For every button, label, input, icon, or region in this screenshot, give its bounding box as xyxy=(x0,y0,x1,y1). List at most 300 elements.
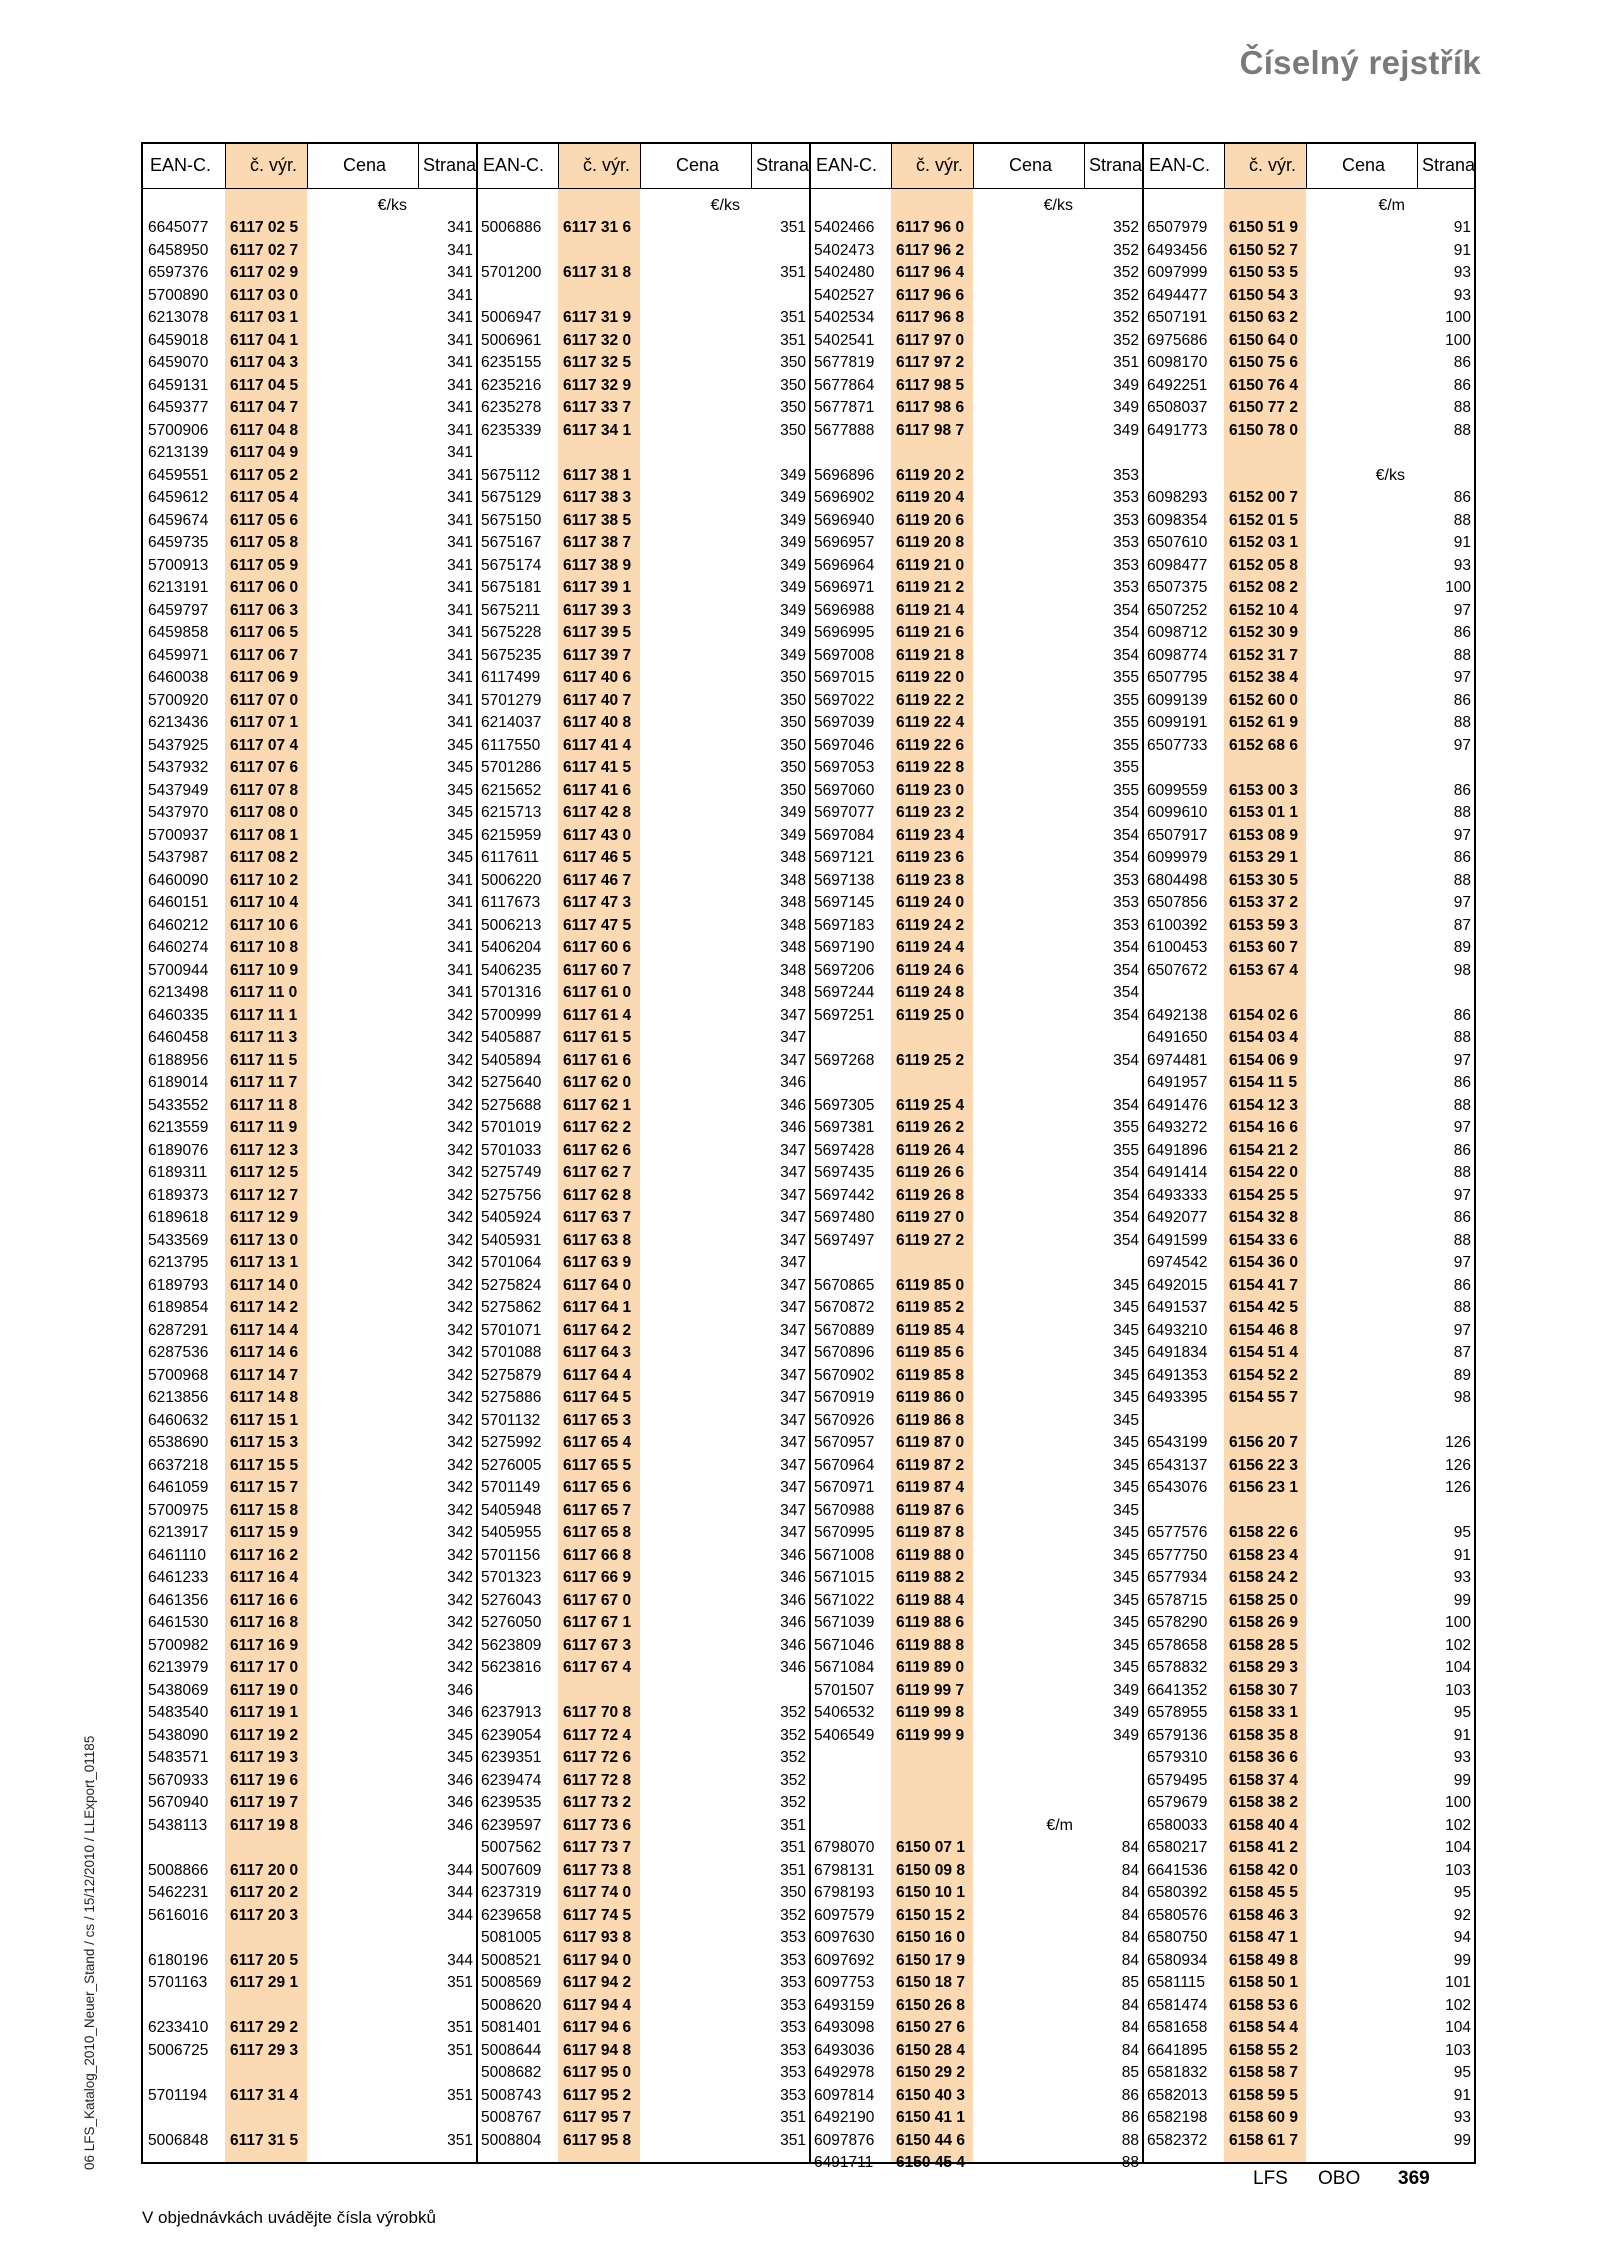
catalog-page: 351 xyxy=(447,2131,473,2149)
article-number: 6117 98 6 xyxy=(896,399,965,416)
article-number: 6119 24 2 xyxy=(896,916,965,934)
catalog-page: 349 xyxy=(1113,1704,1139,1721)
table-row xyxy=(143,1500,476,1523)
ean-code: 6117499 xyxy=(481,669,541,686)
ean-code: 6099191 xyxy=(1147,714,1208,731)
catalog-page: 85 xyxy=(1121,2064,1139,2081)
article-number: 6117 11 9 xyxy=(230,1119,298,1136)
price-unit: €/ks xyxy=(1043,196,1073,214)
ean-code: 5006961 xyxy=(481,331,542,349)
ean-code: 5697381 xyxy=(814,1119,875,1136)
catalog-page: 348 xyxy=(780,961,806,979)
catalog-page: 84 xyxy=(1121,1884,1139,1901)
table-row xyxy=(143,240,476,263)
article-number: 6117 16 4 xyxy=(230,1569,299,1586)
table-row xyxy=(1142,1680,1474,1703)
article-number: 6117 64 2 xyxy=(563,1321,632,1339)
ean-code: 6098774 xyxy=(1147,646,1208,664)
table-row xyxy=(1142,802,1474,825)
catalog-page: 349 xyxy=(1113,376,1139,394)
article-number: 6150 52 7 xyxy=(1229,241,1298,259)
catalog-page: 350 xyxy=(780,421,806,439)
header-price: Cena xyxy=(1009,155,1053,175)
header-ean: EAN-C. xyxy=(816,155,878,175)
catalog-page: 351 xyxy=(780,2109,806,2126)
ean-code: 5701323 xyxy=(481,1569,542,1586)
table-row xyxy=(809,307,1142,330)
table-row xyxy=(809,285,1142,308)
table-row xyxy=(1142,915,1474,938)
table-row xyxy=(476,555,809,578)
article-number: 6119 22 8 xyxy=(896,759,965,776)
catalog-page: 342 xyxy=(447,1411,473,1429)
catalog-page: 84 xyxy=(1121,2019,1139,2036)
article-number: 6117 14 2 xyxy=(230,1299,299,1316)
catalog-page: 350 xyxy=(780,354,806,371)
catalog-page: 87 xyxy=(1453,1344,1471,1361)
article-number: 6119 85 6 xyxy=(896,1344,965,1361)
article-number: 6117 16 2 xyxy=(230,1546,299,1564)
catalog-page: 351 xyxy=(447,2086,473,2104)
article-number: 6117 67 4 xyxy=(563,1659,632,1676)
table-row xyxy=(476,1522,809,1545)
article-number: 6158 50 1 xyxy=(1229,1974,1298,1991)
catalog-page: 349 xyxy=(780,556,806,574)
article-number: 6117 65 3 xyxy=(563,1411,632,1429)
header-divider xyxy=(225,144,226,188)
table-row xyxy=(809,1207,1142,1230)
table-row xyxy=(1142,1950,1474,1973)
article-number: 6117 64 3 xyxy=(563,1344,632,1361)
article-number: 6150 40 3 xyxy=(896,2086,965,2104)
header-ean: EAN-C. xyxy=(483,155,545,175)
table-row xyxy=(143,1860,476,1883)
catalog-page: 349 xyxy=(780,804,806,821)
article-number: 6117 31 5 xyxy=(230,2131,299,2149)
ean-code: 6543137 xyxy=(1147,1456,1208,1474)
table-row xyxy=(1142,1297,1474,1320)
table-row xyxy=(809,2017,1142,2040)
ean-code: 5462231 xyxy=(148,1884,209,1901)
table-row xyxy=(143,1252,476,1275)
catalog-page: 341 xyxy=(447,984,473,1001)
table-row xyxy=(143,1005,476,1028)
article-number: 6158 36 6 xyxy=(1229,1749,1298,1766)
table-row xyxy=(143,2017,476,2040)
article-number: 6117 97 2 xyxy=(896,354,965,371)
table-row xyxy=(809,1635,1142,1658)
article-number: 6119 23 2 xyxy=(896,804,965,821)
article-number: 6117 06 7 xyxy=(230,646,299,664)
catalog-page: 86 xyxy=(1453,1074,1471,1091)
table-row xyxy=(1142,1117,1474,1140)
ean-code: 6578832 xyxy=(1147,1659,1208,1676)
ean-code: 6189076 xyxy=(148,1141,209,1159)
article-number: 6152 38 4 xyxy=(1229,669,1298,686)
table-row xyxy=(1142,1140,1474,1163)
ean-code: 5677871 xyxy=(814,399,875,416)
table-block xyxy=(476,144,811,2162)
table-row xyxy=(476,1027,809,1050)
catalog-page: 342 xyxy=(447,1614,473,1631)
article-number: 6150 41 1 xyxy=(896,2109,965,2126)
catalog-page: 355 xyxy=(1113,1141,1139,1159)
table-row xyxy=(809,2130,1142,2153)
article-number: 6158 22 6 xyxy=(1229,1524,1298,1541)
article-number: 6119 26 2 xyxy=(896,1119,965,1136)
ean-code: 5697145 xyxy=(814,894,875,911)
table-block xyxy=(143,144,478,2162)
catalog-page: 347 xyxy=(780,1479,806,1496)
table-row xyxy=(1142,1207,1474,1230)
catalog-page: 355 xyxy=(1113,691,1139,709)
catalog-page: 88 xyxy=(1453,1299,1471,1316)
article-number: 6117 32 0 xyxy=(563,331,632,349)
catalog-page: 355 xyxy=(1113,781,1139,799)
article-number: 6117 19 3 xyxy=(230,1749,299,1766)
article-number: 6117 74 0 xyxy=(563,1884,632,1901)
catalog-page: 345 xyxy=(447,736,473,754)
catalog-page: 345 xyxy=(1113,1389,1139,1406)
article-number: 6152 60 0 xyxy=(1229,691,1298,709)
catalog-page: 88 xyxy=(1453,646,1471,664)
catalog-page: 84 xyxy=(1121,1861,1139,1879)
ean-code: 5675211 xyxy=(481,601,541,619)
table-row xyxy=(809,1860,1142,1883)
table-row xyxy=(143,712,476,735)
ean-code: 6492015 xyxy=(1147,1276,1208,1294)
table-row xyxy=(1142,217,1474,240)
table-row xyxy=(809,1995,1142,2018)
table-row xyxy=(1142,1162,1474,1185)
ean-code: 5701064 xyxy=(481,1254,542,1271)
catalog-page: 95 xyxy=(1453,1524,1471,1541)
table-row xyxy=(143,802,476,825)
ean-code: 6461110 xyxy=(148,1546,207,1564)
ean-code: 6214037 xyxy=(481,714,542,731)
ean-code: 6099559 xyxy=(1147,781,1208,799)
article-number: 6150 75 6 xyxy=(1229,354,1298,371)
catalog-page: 345 xyxy=(1113,1614,1139,1631)
catalog-page: 350 xyxy=(780,781,806,799)
article-number: 6153 29 1 xyxy=(1229,849,1298,866)
catalog-page: 353 xyxy=(1113,534,1139,551)
table-row xyxy=(809,1140,1142,1163)
catalog-page: 97 xyxy=(1453,826,1471,844)
article-number: 6154 42 5 xyxy=(1229,1299,1298,1316)
article-number: 6150 15 2 xyxy=(896,1906,965,1924)
table-row xyxy=(143,690,476,713)
ean-code: 6579495 xyxy=(1147,1771,1208,1789)
ean-code: 6580217 xyxy=(1147,1839,1208,1856)
ean-code: 5437949 xyxy=(148,781,209,799)
article-number: 6117 64 1 xyxy=(563,1299,632,1316)
catalog-page: 341 xyxy=(447,601,473,619)
article-number: 6117 46 5 xyxy=(563,849,632,866)
table-row xyxy=(143,1095,476,1118)
catalog-page: 352 xyxy=(1113,219,1139,236)
ean-code: 6459070 xyxy=(148,354,209,371)
table-row xyxy=(476,1185,809,1208)
ean-code: 6100453 xyxy=(1147,939,1208,956)
catalog-page: 349 xyxy=(780,601,806,619)
ean-code: 6492138 xyxy=(1147,1006,1208,1024)
table-row xyxy=(809,1477,1142,1500)
ean-code: 5275640 xyxy=(481,1074,542,1091)
table-row xyxy=(143,780,476,803)
ean-code: 5696995 xyxy=(814,624,875,641)
catalog-page: 342 xyxy=(447,1546,473,1564)
catalog-page: 342 xyxy=(447,1456,473,1474)
table-row xyxy=(809,780,1142,803)
article-number: 6117 19 6 xyxy=(230,1771,299,1789)
ean-code: 5697008 xyxy=(814,646,875,664)
table-row xyxy=(476,397,809,420)
catalog-page: 342 xyxy=(447,1119,473,1136)
table-row xyxy=(476,1545,809,1568)
ean-code: 5670988 xyxy=(814,1501,875,1519)
catalog-page: 126 xyxy=(1445,1456,1471,1474)
catalog-page: 347 xyxy=(780,1029,806,1046)
ean-code: 5008767 xyxy=(481,2109,542,2126)
catalog-page: 345 xyxy=(447,1749,473,1766)
table-row xyxy=(1142,735,1474,758)
catalog-page: 350 xyxy=(780,714,806,731)
article-number: 6117 96 6 xyxy=(896,286,965,304)
ean-code: 5670872 xyxy=(814,1299,875,1316)
ean-code: 5276043 xyxy=(481,1591,542,1609)
table-row xyxy=(476,1612,809,1635)
catalog-page: 351 xyxy=(780,219,806,236)
catalog-page: 354 xyxy=(1113,984,1139,1001)
article-number: 6117 02 9 xyxy=(230,264,299,281)
article-number: 6117 11 8 xyxy=(230,1096,298,1114)
catalog-page: 348 xyxy=(780,894,806,911)
article-number: 6117 15 8 xyxy=(230,1501,299,1519)
article-number: 6117 38 3 xyxy=(563,489,632,506)
table-block xyxy=(809,144,1144,2171)
table-row xyxy=(809,1680,1142,1703)
ean-code: 5700999 xyxy=(481,1006,542,1024)
header-divider xyxy=(418,144,419,188)
table-row xyxy=(1142,1927,1474,1950)
ean-code: 6117673 xyxy=(481,894,541,911)
article-number: 6119 21 0 xyxy=(896,556,965,574)
article-number: 6150 07 1 xyxy=(896,1839,965,1856)
table-row xyxy=(809,577,1142,600)
table-row xyxy=(143,1680,476,1703)
table-row xyxy=(476,1882,809,1905)
header-page: Strana xyxy=(756,155,810,175)
table-row xyxy=(809,1927,1142,1950)
ean-code: 5405948 xyxy=(481,1501,542,1519)
header-article-no: č. výr. xyxy=(1249,155,1297,175)
article-number: 6117 05 2 xyxy=(230,466,299,484)
ean-code: 6461356 xyxy=(148,1591,209,1609)
ean-code: 5670971 xyxy=(814,1479,875,1496)
article-number: 6117 03 0 xyxy=(230,286,299,304)
ean-code: 6098293 xyxy=(1147,489,1208,506)
table-row xyxy=(143,1882,476,1905)
ean-code: 5700982 xyxy=(148,1636,209,1654)
table-row xyxy=(143,1207,476,1230)
catalog-page: 346 xyxy=(447,1681,473,1699)
ean-code: 6459858 xyxy=(148,624,209,641)
table-row xyxy=(1142,1792,1474,1815)
catalog-page: 126 xyxy=(1445,1434,1471,1451)
ean-code: 6580392 xyxy=(1147,1884,1208,1901)
ean-code: 6491650 xyxy=(1147,1029,1208,1046)
catalog-page: 353 xyxy=(780,1929,806,1946)
ean-code: 6580750 xyxy=(1147,1929,1208,1946)
catalog-page: 354 xyxy=(1113,849,1139,866)
ean-code: 6235339 xyxy=(481,421,542,439)
catalog-page: 347 xyxy=(780,1344,806,1361)
catalog-page: 347 xyxy=(780,1366,806,1384)
catalog-page: 345 xyxy=(447,1726,473,1744)
article-number: 6117 95 7 xyxy=(563,2109,632,2126)
catalog-page: 347 xyxy=(780,1456,806,1474)
table-row xyxy=(143,375,476,398)
article-number: 6154 41 7 xyxy=(1229,1276,1298,1294)
header-divider xyxy=(307,144,308,188)
ean-code: 6459674 xyxy=(148,511,209,529)
article-number: 6117 06 5 xyxy=(230,624,299,641)
table-row xyxy=(476,1297,809,1320)
ean-code: 6975686 xyxy=(1147,331,1208,349)
article-number: 6117 06 9 xyxy=(230,669,299,686)
catalog-page: 342 xyxy=(447,1006,473,1024)
article-number: 6152 01 5 xyxy=(1229,511,1298,529)
ean-code: 6491599 xyxy=(1147,1231,1208,1249)
article-number: 6153 37 2 xyxy=(1229,894,1298,911)
article-number: 6117 38 1 xyxy=(563,466,632,484)
ean-code: 5671015 xyxy=(814,1569,875,1586)
catalog-page: 345 xyxy=(1113,1321,1139,1339)
catalog-page: 98 xyxy=(1453,961,1471,979)
catalog-page: 347 xyxy=(780,1524,806,1541)
catalog-page: 102 xyxy=(1445,1996,1471,2014)
table-row xyxy=(476,1747,809,1770)
catalog-page: 341 xyxy=(447,624,473,641)
ean-code: 6460212 xyxy=(148,916,209,934)
article-number: 6119 85 2 xyxy=(896,1299,965,1316)
table-row xyxy=(476,1342,809,1365)
ean-code: 5670919 xyxy=(814,1389,875,1406)
table-row xyxy=(1142,1635,1474,1658)
table-row xyxy=(809,375,1142,398)
table-row xyxy=(143,645,476,668)
catalog-page: 346 xyxy=(447,1816,473,1834)
page-title: Číselný rejstřík xyxy=(1239,44,1481,81)
catalog-page: 342 xyxy=(447,1029,473,1046)
catalog-page: 85 xyxy=(1121,1974,1139,1991)
catalog-page: 345 xyxy=(447,849,473,866)
article-number: 6117 62 7 xyxy=(563,1164,632,1181)
article-number: 6119 87 4 xyxy=(896,1479,965,1496)
article-number: 6117 11 3 xyxy=(230,1029,298,1046)
table-row xyxy=(1142,577,1474,600)
table-row xyxy=(143,330,476,353)
ean-code: 6507917 xyxy=(1147,826,1208,844)
catalog-page: 86 xyxy=(1453,781,1471,799)
table-row xyxy=(809,1230,1142,1253)
ean-code: 6213917 xyxy=(148,1524,209,1541)
catalog-page: 344 xyxy=(447,1951,473,1969)
table-row xyxy=(143,1522,476,1545)
article-number: 6117 39 5 xyxy=(563,624,632,641)
catalog-page: 84 xyxy=(1121,1906,1139,1924)
catalog-page: 345 xyxy=(1113,1546,1139,1564)
catalog-page: 351 xyxy=(780,1861,806,1879)
table-row xyxy=(809,960,1142,983)
table-row xyxy=(476,1140,809,1163)
table-row xyxy=(1142,1522,1474,1545)
article-number: 6117 65 4 xyxy=(563,1434,632,1451)
table-row xyxy=(1142,1725,1474,1748)
ean-code: 5008521 xyxy=(481,1951,542,1969)
article-number: 6117 73 7 xyxy=(563,1839,632,1856)
table-row xyxy=(143,1612,476,1635)
ean-code: 5697138 xyxy=(814,871,875,889)
table-row xyxy=(809,1612,1142,1635)
ean-code: 5275824 xyxy=(481,1276,542,1294)
article-number: 6117 07 1 xyxy=(230,714,299,731)
article-number: 6117 73 6 xyxy=(563,1816,632,1834)
article-number: 6117 14 4 xyxy=(230,1321,299,1339)
ean-code: 5701156 xyxy=(481,1546,541,1564)
catalog-page: 352 xyxy=(1113,264,1139,281)
table-row xyxy=(476,1387,809,1410)
catalog-page: 97 xyxy=(1453,894,1471,911)
ean-code: 6459612 xyxy=(148,489,209,506)
table-row xyxy=(809,1342,1142,1365)
catalog-page: 350 xyxy=(780,759,806,776)
ean-code: 6213795 xyxy=(148,1254,209,1271)
ean-code: 5697251 xyxy=(814,1006,875,1024)
ean-code: 6459735 xyxy=(148,534,209,551)
catalog-page: 351 xyxy=(780,1839,806,1856)
table-row xyxy=(476,1770,809,1793)
article-number: 6158 42 0 xyxy=(1229,1861,1298,1879)
ean-code: 5701200 xyxy=(481,264,542,281)
ean-code: 5700920 xyxy=(148,691,209,709)
ean-code: 5405955 xyxy=(481,1524,542,1541)
table-row xyxy=(809,757,1142,780)
table-row xyxy=(476,465,809,488)
ean-code: 6507795 xyxy=(1147,669,1208,686)
article-number: 6117 66 8 xyxy=(563,1546,632,1564)
ean-code: 5406235 xyxy=(481,961,542,979)
ean-code: 5406204 xyxy=(481,939,542,956)
article-number: 6119 27 2 xyxy=(896,1231,965,1249)
table-row xyxy=(143,600,476,623)
footer-brand-obo: OBO xyxy=(1318,2168,1361,2189)
table-row xyxy=(143,915,476,938)
catalog-page: 347 xyxy=(780,1141,806,1159)
table-row xyxy=(1142,1320,1474,1343)
index-table xyxy=(141,142,1476,2171)
catalog-page: 341 xyxy=(447,421,473,439)
ean-code: 6507610 xyxy=(1147,534,1208,551)
table-row xyxy=(476,1162,809,1185)
catalog-page: 341 xyxy=(447,961,473,979)
article-number: 6158 54 4 xyxy=(1229,2019,1298,2036)
table-row xyxy=(476,1702,809,1725)
header-price: Cena xyxy=(1342,155,1386,175)
catalog-page: 351 xyxy=(447,2019,473,2036)
article-number: 6117 61 0 xyxy=(563,984,632,1001)
